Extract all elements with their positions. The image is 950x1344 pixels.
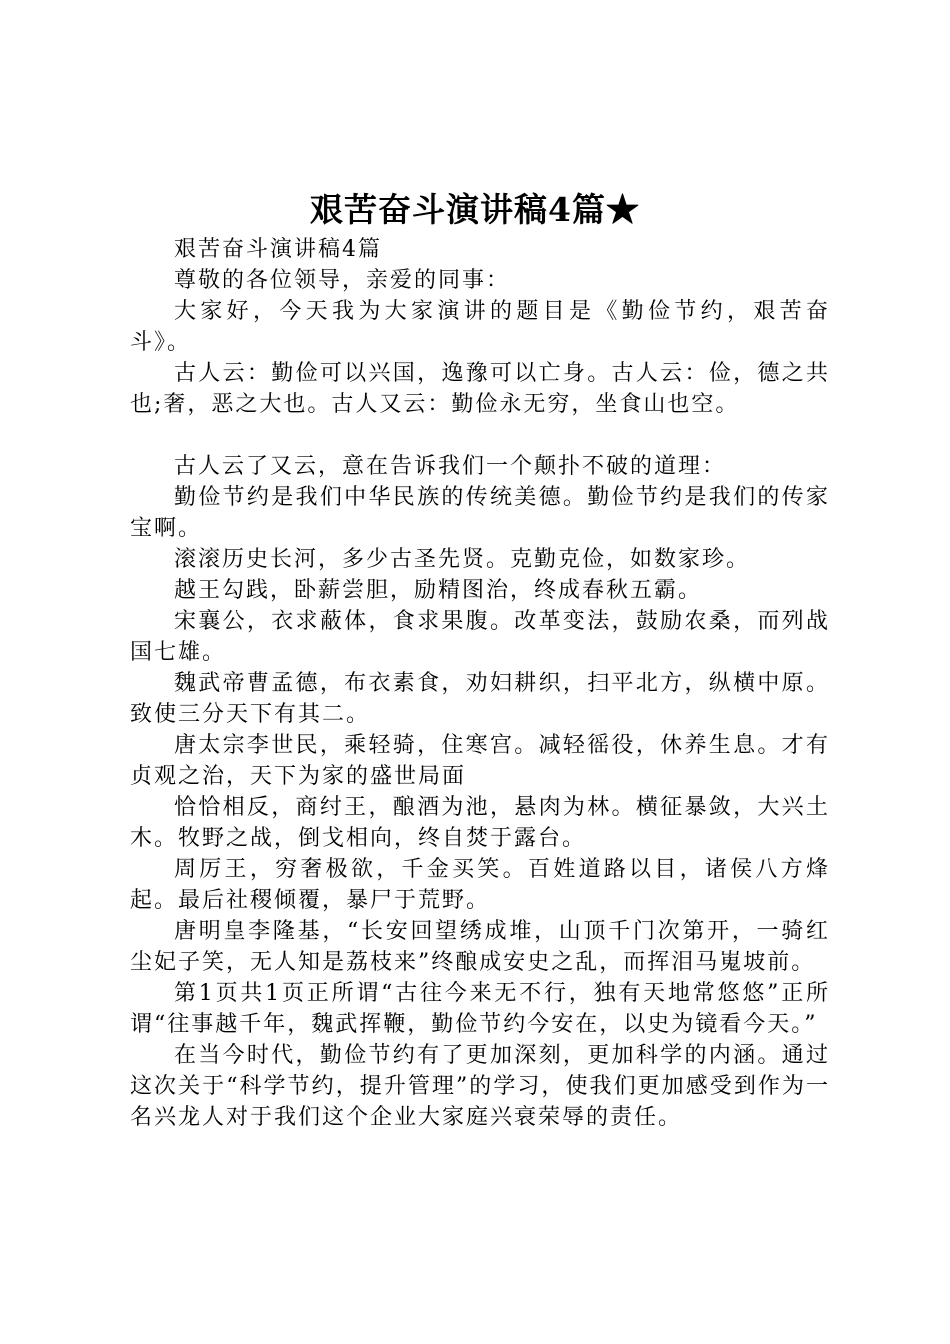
paragraph-principle: 古人云了又云，意在告诉我们一个颠扑不破的道理：: [174, 454, 727, 479]
document-body: [130, 234, 830, 1133]
paragraph-song-xianggong: 宋襄公，衣求蔽体，食求果腹。改革变法，鼓励农桑，而列战国七雄。: [130, 609, 830, 665]
paragraph-tradition: 勤俭节约是我们中华民族的传统美德。勤俭节约是我们的传家宝啊。: [130, 485, 830, 541]
paragraph-subtitle: 艰苦奋斗演讲稿4篇: [174, 237, 382, 262]
paragraph-spacer: [130, 420, 830, 451]
paragraph-salutation: 尊敬的各位领导，亲爱的同事：: [174, 268, 511, 293]
paragraph-ancient-sayings: 古人云：勤俭可以兴国，逸豫可以亡身。古人云：俭，德之共也;奢，恶之大也。古人又云：勤俭永无穷，坐食山也空。: [130, 361, 830, 417]
paragraph-modern-era: 在当今时代，勤俭节约有了更加深刻，更加科学的内涵。通过这次关于“科学节约，提升管理”的学习，使我们更加感受到作为一名兴龙人对于我们这个企业大家庭兴衰荣辱的责任。: [130, 1043, 830, 1130]
paragraph-shang-zhou: 恰恰相反，商纣王，酿酒为池，悬肉为林。横征暴敛，大兴土木。牧野之战，倒戈相向，终自焚于露台。: [130, 795, 830, 851]
paragraph-tang-xuanzong: 唐明皇李隆基，“长安回望绣成堆，山顶千门次第开，一骑红尘妃子笑，无人知是荔枝来”终酿成安史之乱，而挥泪马嵬坡前。: [130, 919, 830, 975]
paragraph-history: 滚滚历史长河，多少古圣先贤。克勤克俭，如数家珍。: [174, 547, 751, 572]
paragraph-goujian: 越王勾践，卧薪尝胆，励精图治，终成春秋五霸。: [174, 578, 703, 603]
paragraph-cao-cao: 魏武帝曹孟德，布衣素食，劝妇耕织，扫平北方，纵横中原。致使三分天下有其二。: [130, 671, 830, 727]
paragraph-zhou-li: 周厉王，穷奢极欲，千金买笑。百姓道路以目，诸侯八方烽起。最后社稷倾覆，暴尸于荒野。: [130, 857, 830, 913]
paragraph-page-footer-quote: 第1页共1页正所谓“古往今来无不行，独有天地常悠悠”正所谓“往事越千年，魏武挥鞭，勤俭节约今安在，以史为镜看今天。”: [130, 981, 830, 1037]
document-title: 艰苦奋斗演讲稿4篇★: [310, 190, 640, 229]
paragraph-topic: 大家好，今天我为大家演讲的题目是《勤俭节约，艰苦奋斗》。: [130, 299, 830, 355]
paragraph-tang-taizong: 唐太宗李世民，乘轻骑，住寒宫。减轻徭役，休养生息。才有贞观之治，天下为家的盛世局面: [130, 733, 830, 789]
